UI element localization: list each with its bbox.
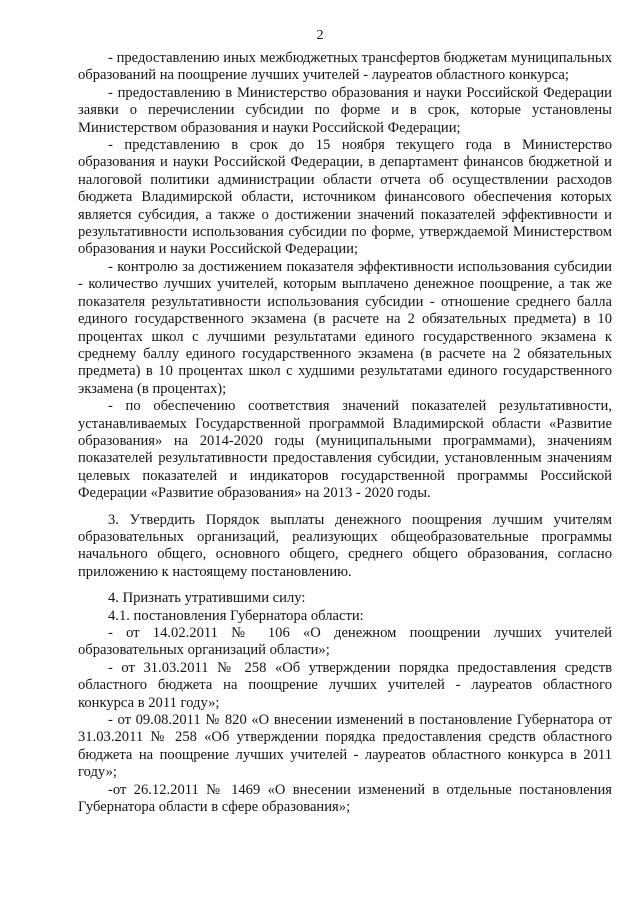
paragraph-decree-258: - от 31.03.2011 № 258 «Об утверждении порядка предоставления средств областного бюджета на поощрение лучших учителей - лауреатов областного конкурса в 2011 году»;: [78, 659, 612, 711]
paragraph-decree-106: - от 14.02.2011 № 106 «О денежном поощрении лучших учителей образовательных организаций области»;: [78, 625, 612, 659]
paragraph-report: - представлению в срок до 15 ноября текущего года в Министерство образования и науки Российской Федерации, в департамент финансов бюджетной и налоговой политики администрации области отчета об осуществлении расходов бюджета Владимирской области, источником финансового обеспечения которых является субсидия, а также о достижении значений показателей эффективности и результативности использования субсидии по форме, утверждаемой Министерством образования и науки Российской Федерации;: [78, 137, 612, 258]
paragraph-item-3: 3. Утвердить Порядок выплаты денежного поощрения лучшим учителям образовательных организаций, реализующих общеобразовательные программы начального общего, основного общего, среднего общего образования, согласно приложению к настоящему постановлению.: [78, 511, 612, 580]
paragraph-decree-820: - от 09.08.2011 № 820 «О внесении изменений в постановление Губернатора от 31.03.2011 № 258 «Об утверждении порядка предоставления средств областного бюджета на поощрение лучших учителей - лауреатов областного конкурса в 2011 году»;: [78, 712, 612, 781]
paragraph-application: - предоставлению в Министерство образования и науки Российской Федерации заявки о перечислении субсидии по форме и в срок, которые установлены Министерством образования и науки Российской Федерации;: [78, 84, 612, 136]
paragraph-transfers: - предоставлению иных межбюджетных трансфертов бюджетам муниципальных образований на поощрение лучших учителей - лауреатов областного конкурса;: [78, 50, 612, 84]
paragraph-control: - контролю за достижением показателя эффективности использования субсидии - количество лучших учителей, которым выплачено денежное поощрение, а так же показателя результативности использования субсидии - отношение среднего балла единого государственного экзамена (в расчете на 2 обязательных предмета) в 10 процентах школ с лучшими результатами единого государственного экзамена к среднему баллу единого государственного экзамена (в расчете на 2 обязательных предмета) в 10 процентах школ с худшими результатами единого государственного экзамена (в процентах);: [78, 258, 612, 397]
paragraph-item-4-1: 4.1. постановления Губернатора области:: [108, 607, 364, 624]
page-number: 2: [316, 28, 324, 43]
paragraph-item-4: 4. Признать утратившими силу:: [108, 590, 306, 607]
paragraph-compliance: - по обеспечению соответствия значений показателей результативности, устанавливаемых Государственной программой Владимирской области «Развитие образования» на 2014-2020 годы (муниципальными программами), значениям показателей результативности предоставления субсидии, установленным значениям целевых показателей и индикаторов государственной программы Российской Федерации «Развитие образования» на 2013 - 2020 годы.: [78, 398, 612, 502]
document-body: [78, 50, 612, 816]
paragraph-decree-1469: -от 26.12.2011 № 1469 «О внесении изменений в отдельные постановления Губернатора области в сфере образования»;: [78, 781, 612, 816]
